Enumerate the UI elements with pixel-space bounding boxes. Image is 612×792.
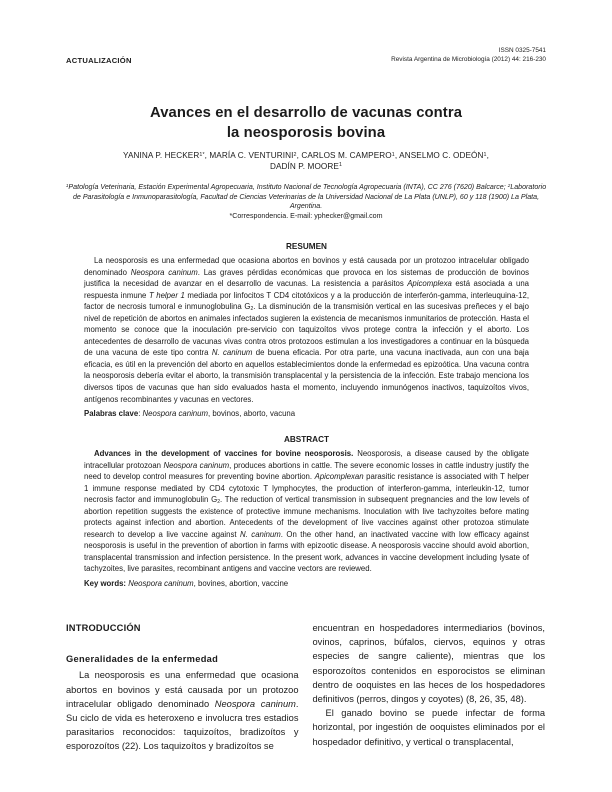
correspondence-line: *Correspondencia. E-mail: yphecker@gmail.com xyxy=(229,212,383,221)
article-title xyxy=(0,104,612,143)
journal-citation-text: Revista Argentina de Microbiología (2012) 44: 216-230 xyxy=(391,55,546,63)
affiliation-text: $^1$Patología Veterinaria, Estación Experimental Agropecuaria, Instituto Nacional de Tecnología Agropecuaria (INTA), CC 276 (7620) Balcarce; $^2$Laboratorio de Parasitología e Inmunoparasitología, Facultad de Ciencias Veterinarias de la Universidad Nacional de La Plata (UNLP), 60 y 118 (1900) La Plata, Argentina. xyxy=(65,182,547,211)
body-columns xyxy=(66,621,545,754)
issn-text: ISSN 0325-7541 xyxy=(498,47,546,54)
section-label: ACTUALIZACIÓN xyxy=(66,55,132,65)
title-block xyxy=(0,104,612,143)
subsection-heading: Generalidades de la enfermedad xyxy=(66,654,219,665)
masthead xyxy=(66,47,546,65)
right-column-paragraph-1: encuentran en hospedadores intermediarios (bovinos, ovinos, caprinos, búfalos, ciervos, equinos y otras especies de sangre caliente), mientras que los esporozoítos contenidos en esporocistos se eliminan dentro de ooquistes en las heces de los hospedadores definitivos (perros, dingos y coyotes) (8, 26, 35, 48). xyxy=(312,623,545,705)
abstract-keywords: Key words: Neospora caninum, bovines, abortion, vaccine xyxy=(84,579,289,589)
author-line-1: YANINA P. $HECKER^{1*}$, MARÍA C. VENTURINI$^2$, CARLOS M. CAMPERO$^1$, ANSELMO C. ODEÓN$^1$, xyxy=(123,151,489,160)
abstract-section xyxy=(84,435,529,588)
affiliations-block xyxy=(63,183,549,222)
article-title-line1: Avances en el desarrollo de vacunas contra xyxy=(149,105,463,121)
resumen-keywords: Palabras clave: Neospora caninum, bovinos, aborto, vacuna xyxy=(84,409,296,419)
resumen-section xyxy=(84,242,529,418)
left-column xyxy=(66,621,299,754)
resumen-body: La neosporosis es una enfermedad que ocasiona abortos en bovinos y está causada por un protozoo intracelular obligado denominado Neospora caninum. Las graves pérdidas económicas que provoca en los sistemas de producción de bovinos justifica la necesidad de avanzar en el desarrollo de vacunas. La resistencia a parásitos Apicomplexa está asociada a una respuesta inmune T helper 1 mediada por linfocitos T CD4 citotóxicos y a la producción de interferón-gamma, interleuquina-12, factor de necrosis tumoral e inmunoglobulina $G_2$. La disminución de la transmisión vertical en las sucesivas preñeces y el bajo nivel de repetición de abortos en animales infectados sugieren la existencia de mecanismos inmunitarios de protección. Hasta el momento se conoce que la inoculación pre-servicio con taquizoítos vivos protege contra la infección y el aborto. Los antecedentes de desarrollo de vacunas vivas contra otros protozoos estimulan a los investigadores a continuar en la búsqueda de una vacuna de este tipo contra N. caninum de buena eficacia. Por otra parte, una vacuna inactivada, aun con una baja eficacia, es útil en la prevención del aborto en aquellos establecimientos donde la enfermedad es epizoótica. Una vacuna contra la neosporosis debería evitar el aborto, la transmisión transplacental y la persistencia de la infección. Este trabajo menciona los diversos tipos de vacunas que han sido evaluados hasta el momento, incluyendo inmunógenos inactivos, taquizoítos vivos, antígenos recombinantes y vacunas en vectores. xyxy=(84,256,530,404)
right-column xyxy=(313,621,546,754)
article-title-line2: la neosporosis bovina xyxy=(226,124,386,141)
resumen-heading: RESUMEN xyxy=(286,242,327,251)
author-list xyxy=(0,151,612,173)
abstract-body: Advances in the development of vaccines for bovine neosporosis. Neosporosis, a disease caused by the obligate intracellular protozoan Neospora caninum, produces abortions in cattle. The severe economic losses in cattle industry justify the need to develop control measures for preventing bovine abortion. Apicomplexan parasitic resistance is associated with T helper 1 immune response mediated by CD4 cytotoxic T lymphocytes, the production of interferon-gamma, interleukin-12, tumor necrosis factor and immunoglobulin $G_2$. The reduction of vertical transmission in subsequent pregnancies and the low levels of abortion repetition suggests the existence of protective immune mechanisms. Inoculation with live tachyzoites before mating protects against infection and abortion. Antecedents of the development of live vaccines against other protozoa stimulate research to develop a live vaccine against N. caninum. On the other hand, an inactivated vaccine with low efficacy against neosporosis is useful in the prevention of abortion in farms with epizootic disease. A neosporosis vaccine should avoid abortion, transplacental transmission and infection persistence. In the present work, advances in vaccine development including lysate of tachyzoites, live parasites, recombinant antigens and vaccine vectors are reviewed. xyxy=(84,449,530,574)
abstract-heading: ABSTRACT xyxy=(283,435,330,444)
journal-reference-block xyxy=(391,47,546,65)
right-column-paragraph-2: El ganado bovino se puede infectar de forma horizontal, por ingestión de ooquistes eliminados por el hospedador definitivo, y vertical o transplacental, xyxy=(312,708,545,747)
author-line-2: DADÍN P. MOORE$^1$ xyxy=(269,161,343,171)
introduction-paragraph: La neosporosis es una enfermedad que ocasiona abortos en bovinos y está causada por un protozoo intracelular obligado denominado Neospora caninum. Su ciclo de vida es heteroxeno e involucra tres estadios parasitarios reconocidos: taquizoítos, bradizoítos y esporozoítos (22). Los taquizoítos y bradizoítos se xyxy=(66,670,299,752)
introduction-heading: INTRODUCCIÓN xyxy=(66,623,141,633)
